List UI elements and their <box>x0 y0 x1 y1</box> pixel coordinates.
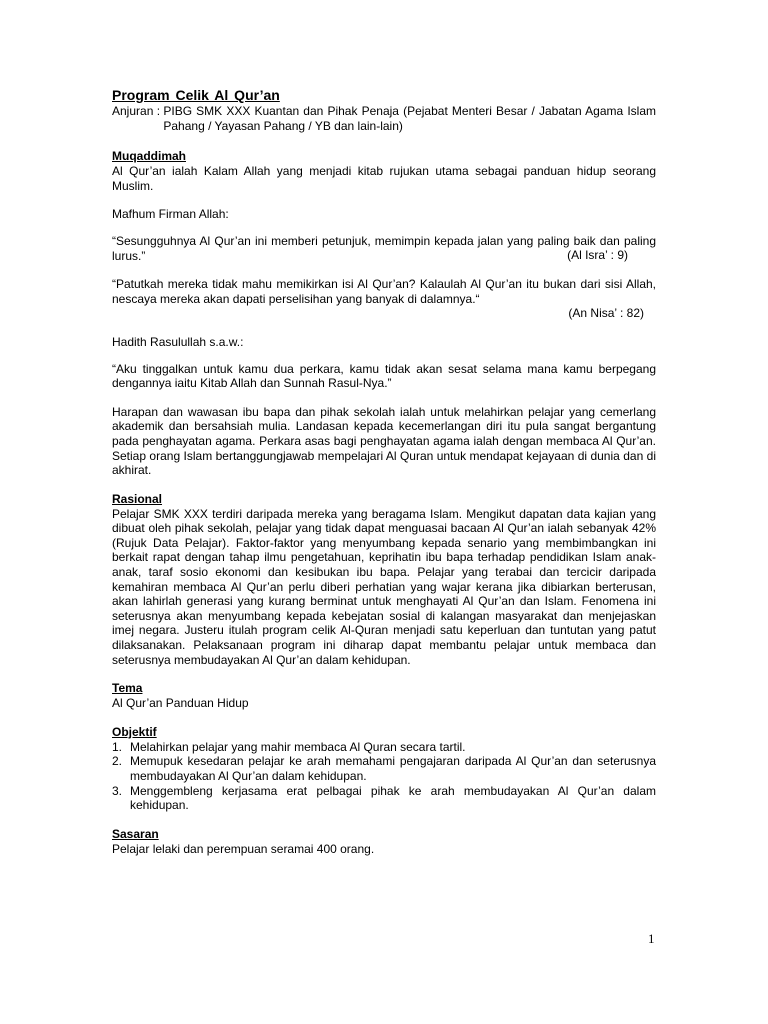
sasaran-text: Pelajar lelaki dan perempuan seramai 400 orang. <box>112 841 375 856</box>
list-item <box>112 754 656 783</box>
organizer-text: PIBG SMK XXX Kuantan dan Pihak Penaja (Pejabat Menteri Besar / Jabatan Agama Islam Pahang / Yayasan Pahang / YB dan lain-lain) <box>163 104 656 133</box>
list-item-number: 1. <box>112 739 123 754</box>
muqaddimah-closing: Harapan dan wawasan ibu bapa dan pihak sekolah ialah untuk melahirkan pelajar yang cemerlang akademik dan bersahsiah mulia. Landasan kepada kecemerlangan diri itu pula sangat bergantung pada penghayatan agama. Perkara asas bagi penghayatan agama ialah dengan membaca Al Qur’an. Setiap orang Islam bertanggungjawab mempelajari Al Quran untuk mendapat kejayaan di dunia dan di akhirat. <box>112 404 656 478</box>
organizer-line <box>112 104 656 133</box>
section-heading-muqaddimah: Muqaddimah <box>112 149 186 164</box>
quote-an-nisa-ref: (An Nisa’ : 82) <box>568 306 644 321</box>
quote-an-nisa-text: “Patutkah mereka tidak mahu memikirkan isi Al Qur’an? Kalaulah Al Qur’an itu bukan dari sisi Allah, nescaya mereka akan dapati perselisihan yang banyak di dalamnya.“ <box>112 277 656 306</box>
list-item-text: Melahirkan pelajar yang mahir membaca Al Quran secara tartil. <box>130 739 466 754</box>
list-item <box>112 784 656 813</box>
objektif-list <box>112 740 656 813</box>
list-item-text: Menggembleng kerjasama erat pelbagai pihak ke arah membudayakan Al Qur’an dalam kehidupan. <box>130 783 656 813</box>
tema-text: Al Qur’an Panduan Hidup <box>112 696 249 711</box>
section-heading-tema: Tema <box>112 681 143 696</box>
section-heading-rasional: Rasional <box>112 491 163 506</box>
hadith-text: “Aku tinggalkan untuk kamu dua perkara, kamu tidak akan sesat selama mana kamu berpegang dengannya iaitu Kitab Allah dan Sunnah Rasul-Nya.” <box>112 361 656 391</box>
document-title: Program Celik Al Qur’an <box>112 87 280 103</box>
page-number: 1 <box>648 931 655 946</box>
list-item-number: 3. <box>112 783 123 798</box>
list-item <box>112 740 656 755</box>
section-heading-objektif: Objektif <box>112 724 157 739</box>
muqaddimah-intro: Al Qur’an ialah Kalam Allah yang menjadi kitab rujukan utama sebagai panduan hidup seorang Muslim. <box>112 164 656 193</box>
hadith-label: Hadith Rasulullah s.a.w.: <box>112 334 244 349</box>
quote-al-isra-text: “Sesungguhnya Al Qur’an ini memberi petunjuk, memimpin kepada jalan yang paling baik dan paling lurus.” <box>112 233 656 263</box>
list-item-text: Memupuk kesedaran pelajar ke arah memahami pengajaran daripada Al Qur’an dan seterusnya membudayakan Al Qur’an dalam kehidupan. <box>130 754 656 783</box>
section-heading-sasaran: Sasaran <box>112 826 159 841</box>
firman-label: Mafhum Firman Allah: <box>112 207 229 222</box>
organizer-label: Anjuran : <box>112 104 164 118</box>
document-body <box>112 86 656 856</box>
list-item-number: 2. <box>112 754 123 769</box>
quote-al-isra-ref: (Al Isra’ : 9) <box>561 248 628 263</box>
rasional-text: Pelajar SMK XXX terdiri daripada mereka yang beragama Islam. Mengikut dapatan data kajian yang dibuat oleh pihak sekolah, pelajar yang tidak dapat menguasai bacaan Al Qur’an ialah sebanyak 42% (Rujuk Data Pelajar). Faktor-faktor yang menyumbang kepada senario yang membimbangkan ini berkait rapat dengan tahap ilmu pengetahuan, keprihatin ibu bapa terhadap pendidikan Islam anak-anak, taraf sosio ekonomi dan kesibukan ibu bapa. Pelajar yang terabai dan tercicir daripada kemahiran membaca Al Qur’an perlu diberi perhatian yang wajar kerana jika dibiarkan berterusan, akan lahirlah generasi yang kurang berminat untuk menghayati Al Qur’an dan Islam. Fenomena ini seterusnya akan menyumbang kepada kebejatan sosial di kalangan masyarakat dan menjejaskan imej negara. Justeru itulah program celik Al-Quran menjadi satu keperluan dan tuntutan yang patut dilaksanakan. Pelaksanaan program ini diharap dapat membantu pelajar untuk membaca dan seterusnya membudayakan Al Qur’an dalam kehidupan. <box>112 506 656 667</box>
